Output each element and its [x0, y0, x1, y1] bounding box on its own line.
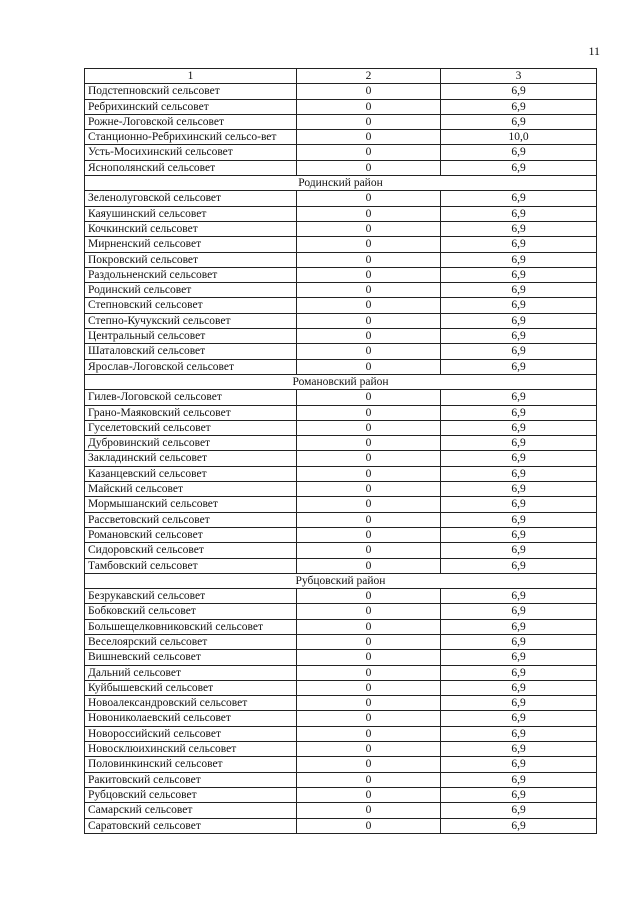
table-row	[85, 665, 597, 680]
table-row	[85, 114, 597, 129]
settlement-name: Тамбовский сельсовет	[85, 558, 297, 573]
settlement-name: Ракитовский сельсовет	[85, 772, 297, 787]
settlement-name: Ярослав-Логовской сельсовет	[85, 359, 297, 374]
settlement-name: Романовский сельсовет	[85, 527, 297, 542]
district-header-row	[85, 573, 597, 588]
column-3-value: 6,9	[441, 420, 597, 435]
settlement-name: Закладинский сельсовет	[85, 451, 297, 466]
table-row	[85, 711, 597, 726]
settlement-name: Самарский сельсовет	[85, 803, 297, 818]
table-body	[85, 69, 597, 834]
column-3-value: 6,9	[441, 344, 597, 359]
column-2-value: 0	[297, 405, 441, 420]
column-3-value: 6,9	[441, 696, 597, 711]
column-2-value: 0	[297, 329, 441, 344]
district-header-row	[85, 176, 597, 191]
table-row	[85, 604, 597, 619]
column-3-value: 6,9	[441, 803, 597, 818]
column-3-value: 6,9	[441, 634, 597, 649]
column-2-value: 0	[297, 543, 441, 558]
settlement-name: Яснополянский сельсовет	[85, 160, 297, 175]
column-2-value: 0	[297, 84, 441, 99]
settlement-name: Центральный сельсовет	[85, 329, 297, 344]
table-row	[85, 390, 597, 405]
column-2-value: 0	[297, 803, 441, 818]
settlement-name: Половинкинский сельсовет	[85, 757, 297, 772]
settlement-name: Степно-Кучукский сельсовет	[85, 313, 297, 328]
settlement-name: Сидоровский сельсовет	[85, 543, 297, 558]
column-2-value: 0	[297, 436, 441, 451]
column-3-value: 6,9	[441, 99, 597, 114]
settlement-name: Новороссийский сельсовет	[85, 726, 297, 741]
column-2-value: 0	[297, 742, 441, 757]
table-row	[85, 99, 597, 114]
column-3-value: 6,9	[441, 298, 597, 313]
district-name: Рубцовский район	[85, 573, 597, 588]
column-header-2: 2	[297, 69, 441, 84]
table-row	[85, 558, 597, 573]
table-row	[85, 359, 597, 374]
column-3-value: 6,9	[441, 237, 597, 252]
column-header-3: 3	[441, 69, 597, 84]
settlement-name: Станционно-Ребрихинский сельсо-вет	[85, 130, 297, 145]
column-2-value: 0	[297, 497, 441, 512]
column-2-value: 0	[297, 344, 441, 359]
column-3-value: 6,9	[441, 711, 597, 726]
column-3-value: 6,9	[441, 145, 597, 160]
settlement-name: Мормышанский сельсовет	[85, 497, 297, 512]
table-row	[85, 145, 597, 160]
column-2-value: 0	[297, 221, 441, 236]
settlement-name: Дубровинский сельсовет	[85, 436, 297, 451]
column-2-value: 0	[297, 512, 441, 527]
column-2-value: 0	[297, 130, 441, 145]
table-row	[85, 160, 597, 175]
table-row	[85, 512, 597, 527]
table-row	[85, 313, 597, 328]
column-2-value: 0	[297, 283, 441, 298]
column-3-value: 6,9	[441, 436, 597, 451]
column-2-value: 0	[297, 589, 441, 604]
column-3-value: 6,9	[441, 742, 597, 757]
page-number: 11	[588, 44, 600, 58]
settlement-name: Новониколаевский сельсовет	[85, 711, 297, 726]
column-2-value: 0	[297, 650, 441, 665]
table-row	[85, 252, 597, 267]
settlement-name: Шаталовский сельсовет	[85, 344, 297, 359]
column-3-value: 6,9	[441, 680, 597, 695]
column-3-value: 6,9	[441, 252, 597, 267]
table-row	[85, 130, 597, 145]
column-2-value: 0	[297, 665, 441, 680]
table-row	[85, 787, 597, 802]
column-2-value: 0	[297, 451, 441, 466]
column-2-value: 0	[297, 757, 441, 772]
settlement-name: Большещелковниковский сельсовет	[85, 619, 297, 634]
table-row	[85, 726, 597, 741]
district-name: Романовский район	[85, 374, 597, 389]
column-2-value: 0	[297, 634, 441, 649]
table-row	[85, 589, 597, 604]
settlement-name: Зеленолуговской сельсовет	[85, 191, 297, 206]
column-3-value: 6,9	[441, 619, 597, 634]
column-3-value: 6,9	[441, 543, 597, 558]
column-2-value: 0	[297, 466, 441, 481]
column-2-value: 0	[297, 726, 441, 741]
settlement-name: Бобковский сельсовет	[85, 604, 297, 619]
table-row	[85, 482, 597, 497]
column-2-value: 0	[297, 160, 441, 175]
settlement-name: Степновский сельсовет	[85, 298, 297, 313]
table-row	[85, 680, 597, 695]
column-3-value: 6,9	[441, 221, 597, 236]
settlement-name: Грано-Маяковский сельсовет	[85, 405, 297, 420]
table-row	[85, 206, 597, 221]
settlement-name: Гуселетовский сельсовет	[85, 420, 297, 435]
settlement-name: Казанцевский сельсовет	[85, 466, 297, 481]
column-2-value: 0	[297, 558, 441, 573]
column-2-value: 0	[297, 359, 441, 374]
allocation-table	[84, 68, 597, 834]
table-row	[85, 466, 597, 481]
table-row	[85, 84, 597, 99]
table-row	[85, 696, 597, 711]
settlement-name: Раздольненский сельсовет	[85, 267, 297, 282]
column-2-value: 0	[297, 99, 441, 114]
column-2-value: 0	[297, 818, 441, 833]
table-row	[85, 527, 597, 542]
settlement-name: Каяушинский сельсовет	[85, 206, 297, 221]
column-3-value: 6,9	[441, 757, 597, 772]
settlement-name: Безрукавский сельсовет	[85, 589, 297, 604]
column-2-value: 0	[297, 711, 441, 726]
column-3-value: 6,9	[441, 497, 597, 512]
district-name: Родинский район	[85, 176, 597, 191]
column-2-value: 0	[297, 482, 441, 497]
column-3-value: 6,9	[441, 313, 597, 328]
table-row	[85, 191, 597, 206]
column-3-value: 6,9	[441, 665, 597, 680]
table-row	[85, 497, 597, 512]
table-row	[85, 436, 597, 451]
settlement-name: Рассветовский сельсовет	[85, 512, 297, 527]
column-2-value: 0	[297, 527, 441, 542]
column-2-value: 0	[297, 696, 441, 711]
table-row	[85, 543, 597, 558]
table-row	[85, 757, 597, 772]
table-row	[85, 344, 597, 359]
table-row	[85, 634, 597, 649]
column-3-value: 6,9	[441, 267, 597, 282]
table-row	[85, 329, 597, 344]
table-row	[85, 803, 597, 818]
table-row	[85, 237, 597, 252]
column-2-value: 0	[297, 390, 441, 405]
settlement-name: Гилев-Логовской сельсовет	[85, 390, 297, 405]
table-header-row	[85, 69, 597, 84]
settlement-name: Саратовский сельсовет	[85, 818, 297, 833]
column-2-value: 0	[297, 298, 441, 313]
column-2-value: 0	[297, 252, 441, 267]
settlement-name: Майский сельсовет	[85, 482, 297, 497]
settlement-name: Новоалександровский сельсовет	[85, 696, 297, 711]
column-3-value: 6,9	[441, 114, 597, 129]
column-3-value: 6,9	[441, 466, 597, 481]
column-3-value: 6,9	[441, 512, 597, 527]
table-row	[85, 451, 597, 466]
column-2-value: 0	[297, 420, 441, 435]
column-2-value: 0	[297, 267, 441, 282]
column-3-value: 6,9	[441, 482, 597, 497]
table-row	[85, 619, 597, 634]
table-row	[85, 405, 597, 420]
settlement-name: Подстепновский сельсовет	[85, 84, 297, 99]
column-2-value: 0	[297, 619, 441, 634]
column-3-value: 6,9	[441, 650, 597, 665]
settlement-name: Ребрихинский сельсовет	[85, 99, 297, 114]
table-row	[85, 818, 597, 833]
settlement-name: Усть-Мосихинский сельсовет	[85, 145, 297, 160]
table-row	[85, 772, 597, 787]
column-3-value: 6,9	[441, 84, 597, 99]
table-row	[85, 742, 597, 757]
column-3-value: 6,9	[441, 390, 597, 405]
table-row	[85, 221, 597, 236]
column-3-value: 6,9	[441, 359, 597, 374]
settlement-name: Веселоярский сельсовет	[85, 634, 297, 649]
column-2-value: 0	[297, 237, 441, 252]
column-3-value: 6,9	[441, 191, 597, 206]
column-3-value: 6,9	[441, 527, 597, 542]
settlement-name: Рожне-Логовской сельсовет	[85, 114, 297, 129]
column-2-value: 0	[297, 206, 441, 221]
column-3-value: 6,9	[441, 329, 597, 344]
district-header-row	[85, 374, 597, 389]
column-3-value: 6,9	[441, 589, 597, 604]
column-header-1: 1	[85, 69, 297, 84]
column-3-value: 6,9	[441, 818, 597, 833]
table-row	[85, 298, 597, 313]
column-2-value: 0	[297, 145, 441, 160]
table-row	[85, 420, 597, 435]
column-3-value: 6,9	[441, 558, 597, 573]
settlement-name: Покровский сельсовет	[85, 252, 297, 267]
column-3-value: 6,9	[441, 604, 597, 619]
settlement-name: Кочкинский сельсовет	[85, 221, 297, 236]
settlement-name: Дальний сельсовет	[85, 665, 297, 680]
column-2-value: 0	[297, 313, 441, 328]
settlement-name: Куйбышевский сельсовет	[85, 680, 297, 695]
table-row	[85, 267, 597, 282]
column-2-value: 0	[297, 114, 441, 129]
column-2-value: 0	[297, 772, 441, 787]
column-3-value: 10,0	[441, 130, 597, 145]
settlement-name: Родинский сельсовет	[85, 283, 297, 298]
column-3-value: 6,9	[441, 787, 597, 802]
settlement-name: Вишневский сельсовет	[85, 650, 297, 665]
column-3-value: 6,9	[441, 772, 597, 787]
column-3-value: 6,9	[441, 283, 597, 298]
column-3-value: 6,9	[441, 206, 597, 221]
column-3-value: 6,9	[441, 160, 597, 175]
column-3-value: 6,9	[441, 405, 597, 420]
column-2-value: 0	[297, 191, 441, 206]
column-3-value: 6,9	[441, 451, 597, 466]
table-row	[85, 650, 597, 665]
settlement-name: Мирненский сельсовет	[85, 237, 297, 252]
column-2-value: 0	[297, 680, 441, 695]
settlement-name: Новосклюихинский сельсовет	[85, 742, 297, 757]
settlement-name: Рубцовский сельсовет	[85, 787, 297, 802]
column-2-value: 0	[297, 604, 441, 619]
column-3-value: 6,9	[441, 726, 597, 741]
table-row	[85, 283, 597, 298]
column-2-value: 0	[297, 787, 441, 802]
